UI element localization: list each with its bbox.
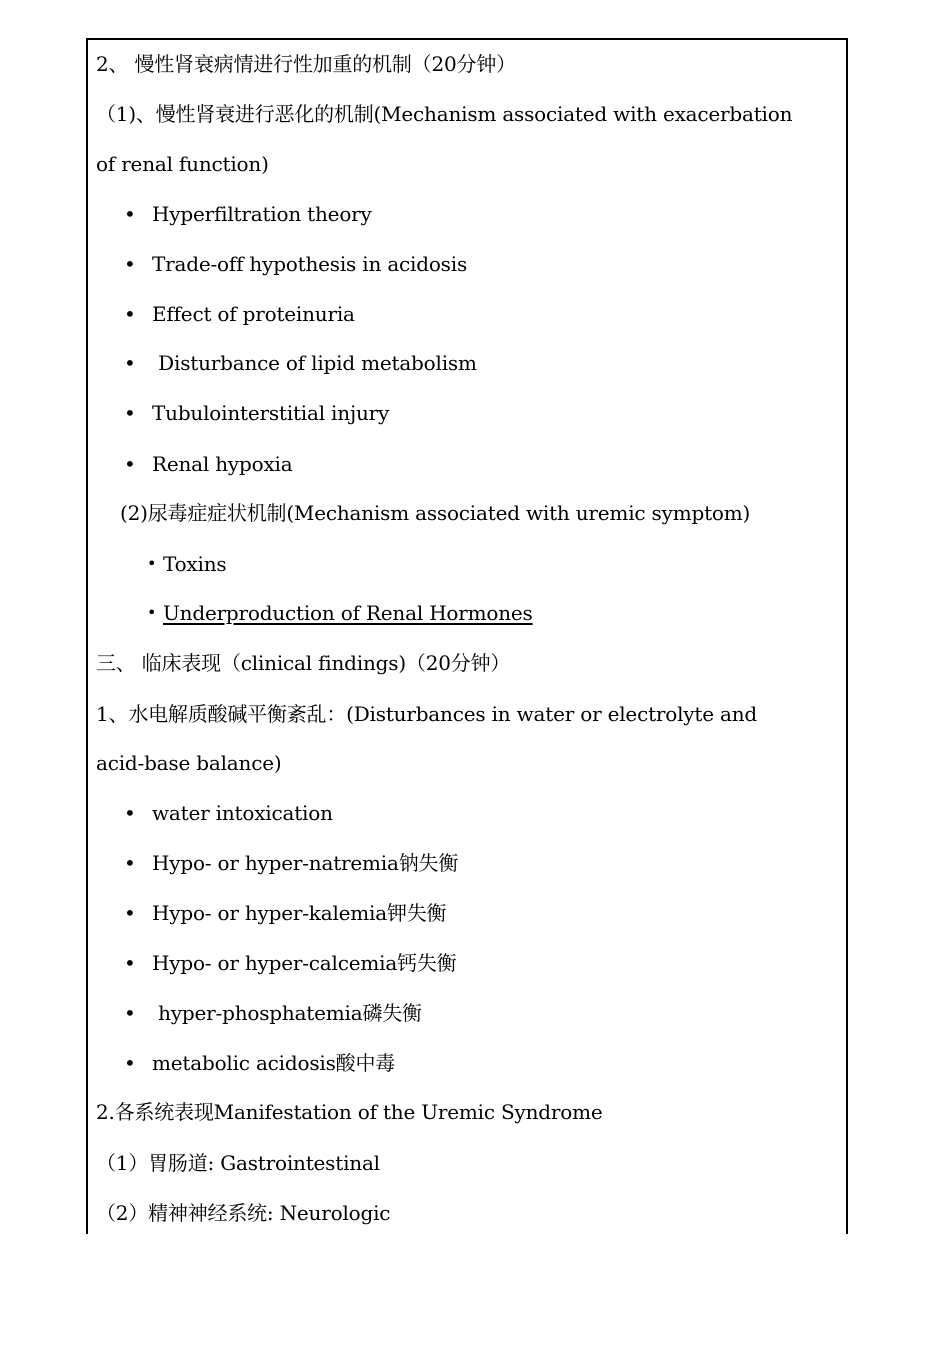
bullet-dot-icon: • (147, 554, 157, 573)
section-heading-clinical-findings: 三、 临床表现（clinical findings)（20分钟） (96, 651, 511, 675)
bullet-dot-icon: • (124, 401, 136, 425)
list-item: Disturbance of lipid metabolism (152, 351, 477, 375)
subsection-heading-electrolyte: 1、水电解质酸碱平衡紊乱：(Disturbances in water or electrolyte and (96, 702, 758, 726)
list-item: Hypo- or hyper-kalemia钾失衡 (152, 901, 447, 925)
list-item: water intoxication (152, 801, 333, 825)
bullet-dot-icon: • (124, 901, 136, 925)
list-item-gastrointestinal: （1）胃肠道: Gastrointestinal (96, 1151, 380, 1175)
subsection-heading-exacerbation: （1)、慢性肾衰进行恶化的机制(Mechanism associated with exacerbation (96, 102, 793, 126)
bullet-dot-icon: • (124, 452, 136, 476)
subsection-heading-exacerbation-cont: of renal function) (96, 152, 269, 176)
bullet-dot-icon: • (124, 202, 136, 226)
list-item: Hypo- or hyper-calcemia钙失衡 (152, 951, 457, 975)
list-item: hyper-phosphatemia磷失衡 (152, 1001, 422, 1025)
list-item: Trade-off hypothesis in acidosis (152, 252, 468, 276)
bullet-dot-icon: • (124, 252, 136, 276)
list-item: Tubulointerstitial injury (152, 401, 390, 425)
list-item: Renal hypoxia (152, 452, 293, 476)
bullet-dot-icon: • (124, 351, 136, 375)
list-item: Toxins (163, 552, 227, 576)
subsection-heading-systemic-manifestation: 2.各系统表现Manifestation of the Uremic Syndrome (96, 1100, 603, 1124)
list-item: Effect of proteinuria (152, 302, 355, 326)
list-item-neurologic: （2）精神神经系统: Neurologic (96, 1201, 391, 1225)
list-item: Hyperfiltration theory (152, 202, 372, 226)
bullet-dot-icon: • (124, 302, 136, 326)
bullet-dot-icon: • (124, 801, 136, 825)
subsection-heading-electrolyte-cont: acid-base balance) (96, 751, 282, 775)
subsection-heading-uremic-symptom: (2)尿毒症症状机制(Mechanism associated with uremic symptom) (120, 501, 751, 525)
bullet-dot-icon: • (124, 1001, 136, 1025)
bullet-dot-icon: • (124, 951, 136, 975)
section-heading-mechanism: 2、 慢性肾衰病情进行性加重的机制（20分钟） (96, 52, 516, 76)
list-item: Hypo- or hyper-natremia钠失衡 (152, 851, 459, 875)
list-item: metabolic acidosis酸中毒 (152, 1051, 396, 1075)
bullet-dot-icon: • (124, 851, 136, 875)
list-item-underlined: Underproduction of Renal Hormones (163, 601, 533, 625)
bullet-dot-icon: • (147, 603, 157, 622)
bullet-dot-icon: • (124, 1051, 136, 1075)
